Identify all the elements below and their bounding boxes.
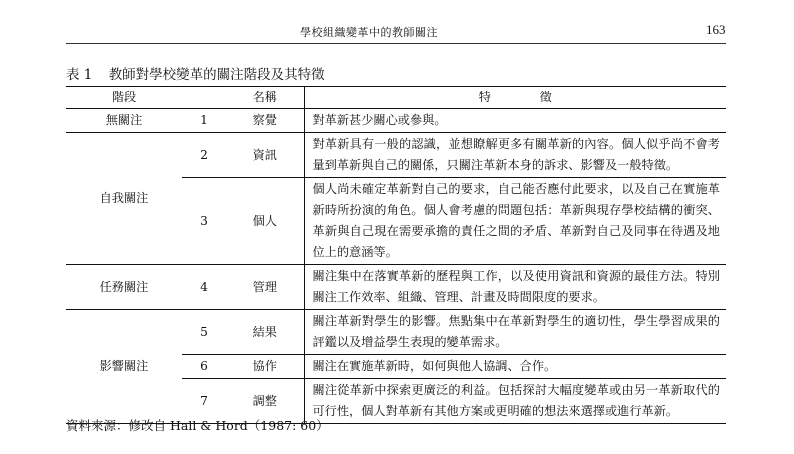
stage-feature: 對革新具有一般的認識，並想瞭解更多有關革新的內容。個人似乎尚不會考量到革新與自己的關係，只關注革新本身的訴求、影響及一般特徵。 — [304, 133, 726, 178]
stage-name: 察覺 — [226, 109, 304, 133]
stage-name: 調整 — [226, 379, 304, 424]
table-caption — [66, 63, 325, 83]
stage-name: 協作 — [226, 355, 304, 379]
column-header-feature: 特 徵 — [304, 87, 726, 109]
stage-feature: 關注在實施革新時，如何與他人協調、合作。 — [304, 355, 726, 379]
stage-feature: 關注集中在落實革新的歷程與工作，以及使用資訊和資源的最佳方法。特別關注工作效率、組織、管理、計畫及時間限度的要求。 — [304, 265, 726, 310]
column-header-name: 名稱 — [226, 87, 304, 109]
column-header-stage: 階段 — [66, 87, 182, 109]
stage-cell: 影響關注 — [66, 310, 182, 424]
stage-number: 3 — [182, 178, 226, 265]
table-row — [66, 265, 726, 310]
table-row — [66, 109, 726, 133]
stage-cell: 無關注 — [66, 109, 182, 133]
stage-name: 結果 — [226, 310, 304, 355]
stage-feature: 關注革新對學生的影響。焦點集中在革新對學生的適切性，學生學習成果的評鑑以及增益學生表現的變革需求。 — [304, 310, 726, 355]
page-header — [0, 0, 794, 40]
stage-number: 5 — [182, 310, 226, 355]
table-row — [66, 310, 726, 355]
stage-name: 個人 — [226, 178, 304, 265]
source-note: 資料來源：修改自 Hall & Hord（1987: 60） — [66, 418, 329, 433]
stage-name: 資訊 — [226, 133, 304, 178]
table-label: 表 1 — [66, 67, 93, 83]
stage-feature: 個人尚未確定革新對自己的要求，自己能否應付此要求，以及自己在實施革新時所扮演的角色。個人會考慮的問題包括：革新與現存學校結構的衝突、革新與自己現在需要承擔的責任之間的矛盾、革新對自己及同事在待遇及地位上的意涵等。 — [304, 178, 726, 265]
stage-feature: 關注從革新中探索更廣泛的利益。包括探討大幅度變革或由另一革新取代的可行性，個人對革新有其他方案或更明確的想法來選擇或進行革新。 — [304, 379, 726, 424]
column-header-number — [182, 87, 226, 109]
stage-number: 4 — [182, 265, 226, 310]
header-rule — [66, 43, 726, 44]
running-head: 學校組織變革中的教師關注 — [300, 26, 438, 39]
stage-cell: 自我關注 — [66, 133, 182, 265]
table-header-row — [66, 87, 726, 109]
table-title: 教師對學校變革的關注階段及其特徵 — [108, 67, 325, 83]
stage-feature: 對革新甚少關心或參與。 — [304, 109, 726, 133]
stage-number: 1 — [182, 109, 226, 133]
stage-number: 2 — [182, 133, 226, 178]
page-number: 163 — [706, 22, 726, 37]
concerns-stages-table — [66, 86, 726, 424]
stage-cell: 任務關注 — [66, 265, 182, 310]
table-row — [66, 133, 726, 178]
stage-number: 6 — [182, 355, 226, 379]
stage-name: 管理 — [226, 265, 304, 310]
stage-number: 7 — [182, 379, 226, 424]
